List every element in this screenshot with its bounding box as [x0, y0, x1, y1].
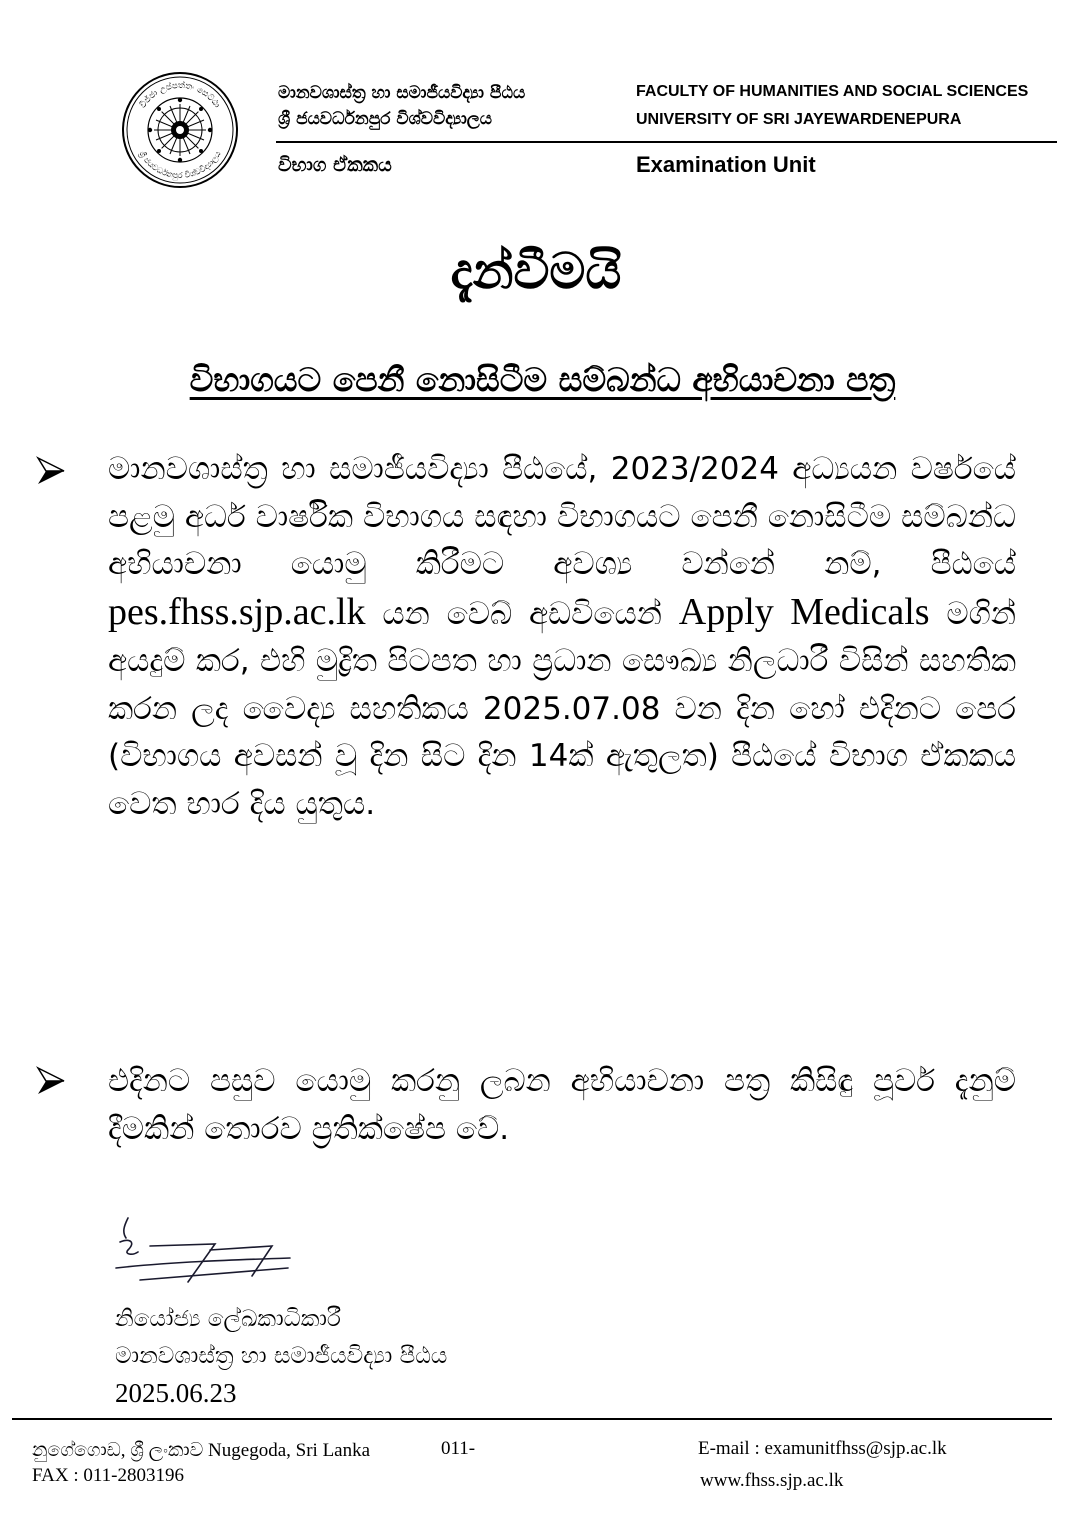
university-name-sinhala: ශ්‍රී ජයවර්ධනපුර විශ්වවිද්‍යාලය: [278, 109, 493, 129]
paragraph-2-text: එදිනට පසුව යොමු කරනු ලබන අභියාචනා පත්‍ර කිසිඳු පූර්ව දැනුම් දීමකින් තොරව ප්‍රතික්ෂේප වේ.: [108, 1063, 1016, 1147]
footer-divider: [12, 1418, 1052, 1420]
notice-subtitle: විභාගයට පෙනී නොසිටීම සම්බන්ධ අභියාචනා පත්‍ර: [189, 360, 896, 399]
paragraph-1-text-part-2: යන වෙබ් අඩවියෙන්: [382, 595, 662, 632]
university-seal-icon: [120, 70, 240, 190]
svg-text:ශ්‍රී ජයවර්ධනපුර විශ්වවිද්‍යාල: ශ්‍රී ජයවර්ධනපුර විශ්වවිද්‍යාලය: [137, 149, 223, 180]
header-divider: [276, 141, 1057, 143]
signatory-title: නියෝජ්‍ය ලේඛකාධිකාරී: [115, 1306, 341, 1332]
results-website-link[interactable]: pes.fhss.sjp.ac.lk: [108, 590, 366, 633]
notice-paragraph-2: [108, 1058, 1016, 1153]
footer-phone: 011-: [441, 1438, 476, 1459]
arrowhead-bullet-icon: [36, 1066, 66, 1096]
signatory-faculty: මානවශාස්ත්‍ර හා සමාජීයවිද්‍යා පීඨය: [115, 1343, 448, 1369]
faculty-name-sinhala: මානවශාස්ත්‍ර හා සමාජීයවිද්‍යා පීඨය: [278, 83, 526, 103]
footer-email[interactable]: E-mail : examunitfhss@sjp.ac.lk: [698, 1438, 947, 1459]
notice-paragraph-1: [108, 446, 1016, 828]
university-name-english: UNIVERSITY OF SRI JAYEWARDENEPURA: [636, 111, 962, 128]
paragraph-1-text-part-3: මගින් අයදුම් කර, එහි මුද්‍රිත පිටපත හා ප්‍රධාන සෞඛ්‍ය නිලධාරී විසින් සහතික කරන ලද වෛද්‍ය සහතිකය 2025.07.08 වන දින හෝ එදිනට පෙර (විභාගය අවසන් වූ දින සිට දින 14ක් ඇතුලත) පීඨයේ විභාග ඒකකය වෙත භාර දිය යුතුය.: [108, 595, 1017, 822]
faculty-name-english: FACULTY OF HUMANITIES AND SOCIAL SCIENCES: [636, 83, 1029, 100]
svg-text:විජ්ජා උප්පත්තං සෙට්ඨා: විජ්ජා උප්පත්තං සෙට්ඨා: [138, 80, 222, 111]
notice-date: 2025.06.23: [115, 1378, 237, 1408]
footer-website-link[interactable]: www.fhss.sjp.ac.lk: [700, 1470, 844, 1491]
notice-title: දැන්වීමයි: [450, 242, 622, 300]
handwritten-signature: [110, 1210, 310, 1290]
apply-medicals-label: Apply Medicals: [678, 590, 930, 633]
paragraph-1-text-part-1: මානවශාස්ත්‍ර හා සමාජීයවිද්‍යා පීඨයේ, 2023/2024 අධ්‍යයන වර්ෂයේ පළමු අර්ධ වාර්ෂික විභාගය සඳහා විභාගයට පෙනී නොසිටීම සම්බන්ධ අභියාචනා යොමු කිරීමට අවශ්‍ය වන්නේ නම්, පීඨයේ: [108, 451, 1016, 582]
unit-name-sinhala: විභාග ඒකකය: [278, 154, 392, 176]
footer-address: නුගේගොඩ, ශ්‍රී ලංකාව Nugegoda, Sri Lanka: [32, 1440, 371, 1461]
footer-fax: FAX : 011-2803196: [32, 1465, 184, 1486]
unit-name-english: Examination Unit: [636, 152, 816, 177]
arrowhead-bullet-icon: [36, 456, 66, 486]
